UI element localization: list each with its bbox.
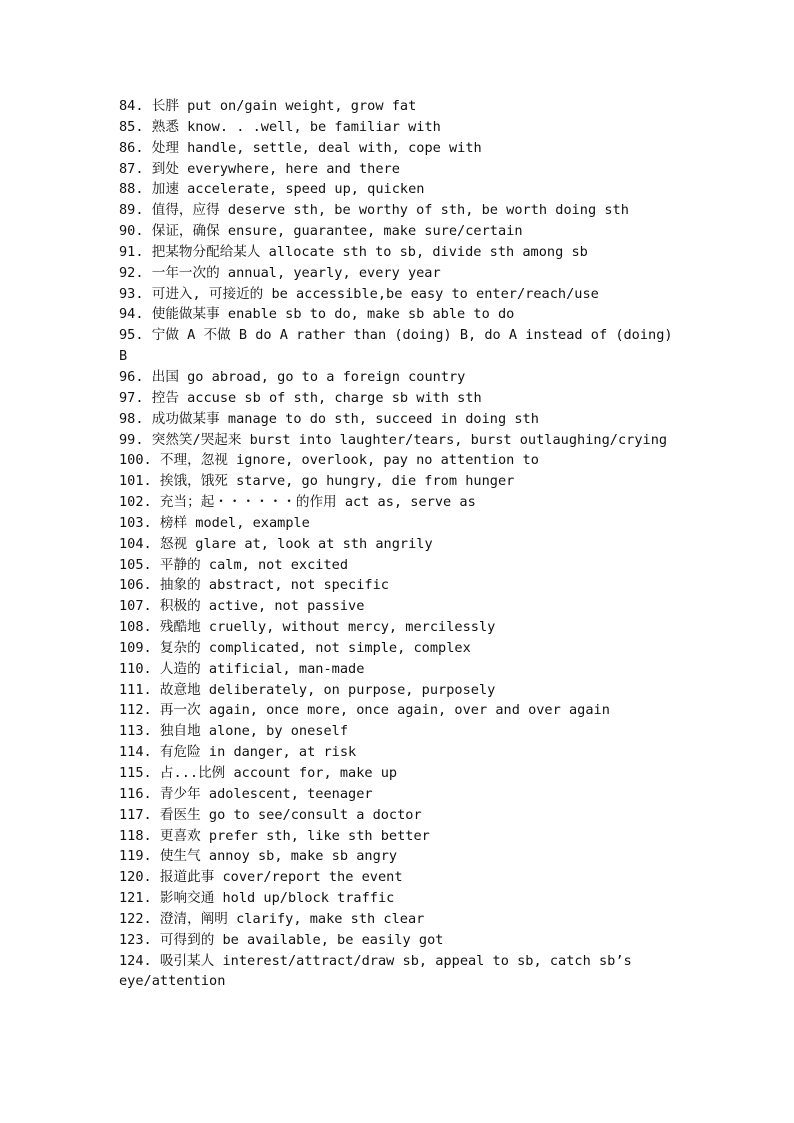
list-item — [119, 638, 679, 659]
list-item — [119, 450, 679, 471]
list-item — [119, 763, 679, 784]
entry-text: 117. 看医生 go to see/consult a doctor — [119, 806, 422, 823]
entry-text: 107. 积极的 active, not passive — [119, 598, 365, 615]
list-item — [119, 700, 679, 721]
list-item — [119, 159, 679, 180]
entry-text: 95. 宁做 A 不做 B do A rather than (doing) B, do A instead of (doing) B — [119, 327, 681, 365]
entry-text: 119. 使生气 annoy sb, make sb angry — [119, 848, 398, 865]
list-item — [119, 138, 679, 159]
entry-text: 124. 吸引某人 interest/attract/draw sb, appeal to sb, catch sb’s eye/attention — [119, 952, 640, 990]
entry-text: 111. 故意地 deliberately, on purpose, purposely — [119, 681, 496, 698]
entry-text: 109. 复杂的 complicated, not simple, complex — [119, 639, 471, 656]
list-item — [119, 367, 679, 388]
entry-text: 104. 怒视 glare at, look at sth angrily — [119, 535, 433, 552]
entry-text: 93. 可进入, 可接近的 be accessible,be easy to enter/reach/use — [119, 285, 599, 302]
entry-text: 88. 加速 accelerate, speed up, quicken — [119, 181, 425, 198]
entry-text: 98. 成功做某事 manage to do sth, succeed in doing sth — [119, 410, 539, 427]
list-item — [119, 617, 679, 638]
list-item — [119, 263, 679, 284]
entry-text: 86. 处理 handle, settle, deal with, cope with — [119, 139, 482, 156]
list-item — [119, 492, 679, 513]
entry-text: 108. 残酷地 cruelly, without mercy, mercilessly — [119, 619, 496, 636]
list-item — [119, 179, 679, 200]
list-item — [119, 680, 679, 701]
list-item — [119, 805, 679, 826]
entry-text: 118. 更喜欢 prefer sth, like sth better — [119, 827, 430, 844]
entry-text: 115. 占...比例 account for, make up — [119, 765, 398, 781]
entry-text: 100. 不理，忽视 ignore, overlook, pay no attention to — [119, 452, 539, 469]
entry-text: 102. 充当；起・・・・・・的作用 act as, serve as — [119, 494, 476, 511]
entry-text: 85. 熟悉 know. . .well, be familiar with — [119, 118, 441, 135]
entry-text: 97. 控告 accuse sb of sth, charge sb with sth — [119, 389, 482, 406]
entry-text: 106. 抽象的 abstract, not specific — [119, 577, 389, 594]
entry-text: 84. 长胖 put on/gain weight, grow fat — [119, 98, 417, 114]
entry-text: 90. 保证，确保 ensure, guarantee, make sure/certain — [119, 223, 523, 240]
list-item — [119, 659, 679, 680]
list-item — [119, 555, 679, 576]
entry-text: 112. 再一次 again, once more, once again, over and over again — [119, 702, 610, 719]
vocabulary-list — [119, 96, 679, 992]
list-item — [119, 304, 679, 325]
list-item — [119, 284, 679, 305]
list-item — [119, 575, 679, 596]
list-item — [119, 221, 679, 242]
list-item — [119, 888, 679, 909]
entry-text: 113. 独自地 alone, by oneself — [119, 723, 349, 740]
entry-text: 89. 值得，应得 deserve sth, be worthy of sth, be worth doing sth — [119, 202, 629, 219]
entry-text: 103. 榜样 model, example — [119, 514, 310, 531]
list-item — [119, 471, 679, 492]
entry-text: 122. 澄清，阐明 clarify, make sth clear — [119, 910, 425, 927]
entry-text: 91. 把某物分配给某人 allocate sth to sb, divide sth among sb — [119, 243, 588, 260]
list-item — [119, 596, 679, 617]
list-item — [119, 242, 679, 263]
list-item — [119, 96, 679, 117]
entry-text: 87. 到处 everywhere, here and there — [119, 160, 400, 177]
entry-text: 121. 影响交通 hold up/block traffic — [119, 890, 395, 907]
entry-text: 123. 可得到的 be available, be easily got — [119, 931, 444, 948]
entry-text: 101. 挨饿，饿死 starve, go hungry, die from hunger — [119, 473, 515, 490]
list-item — [119, 388, 679, 409]
entry-text: 116. 青少年 adolescent, teenager — [119, 785, 373, 802]
entry-text: 99. 突然笑/哭起来 burst into laughter/tears, burst outlaughing/crying — [119, 431, 668, 448]
list-item — [119, 534, 679, 555]
list-item — [119, 513, 679, 534]
list-item — [119, 200, 679, 221]
list-item — [119, 409, 679, 430]
list-item — [119, 909, 679, 930]
entry-text: 94. 使能做某事 enable sb to do, make sb able to do — [119, 306, 515, 323]
list-item — [119, 742, 679, 763]
entry-text: 105. 平静的 calm, not excited — [119, 556, 349, 573]
entry-text: 114. 有危险 in danger, at risk — [119, 744, 357, 761]
list-item — [119, 117, 679, 138]
list-item — [119, 930, 679, 951]
entry-text: 96. 出国 go abroad, go to a foreign country — [119, 368, 466, 385]
list-item — [119, 951, 679, 993]
list-item — [119, 721, 679, 742]
list-item — [119, 867, 679, 888]
list-item — [119, 430, 679, 451]
list-item — [119, 846, 679, 867]
list-item — [119, 826, 679, 847]
list-item — [119, 325, 679, 367]
entry-text: 92. 一年一次的 annual, yearly, every year — [119, 264, 441, 281]
entry-text: 120. 报道此事 cover/report the event — [119, 869, 403, 886]
list-item — [119, 784, 679, 805]
entry-text: 110. 人造的 atificial, man-made — [119, 660, 365, 677]
